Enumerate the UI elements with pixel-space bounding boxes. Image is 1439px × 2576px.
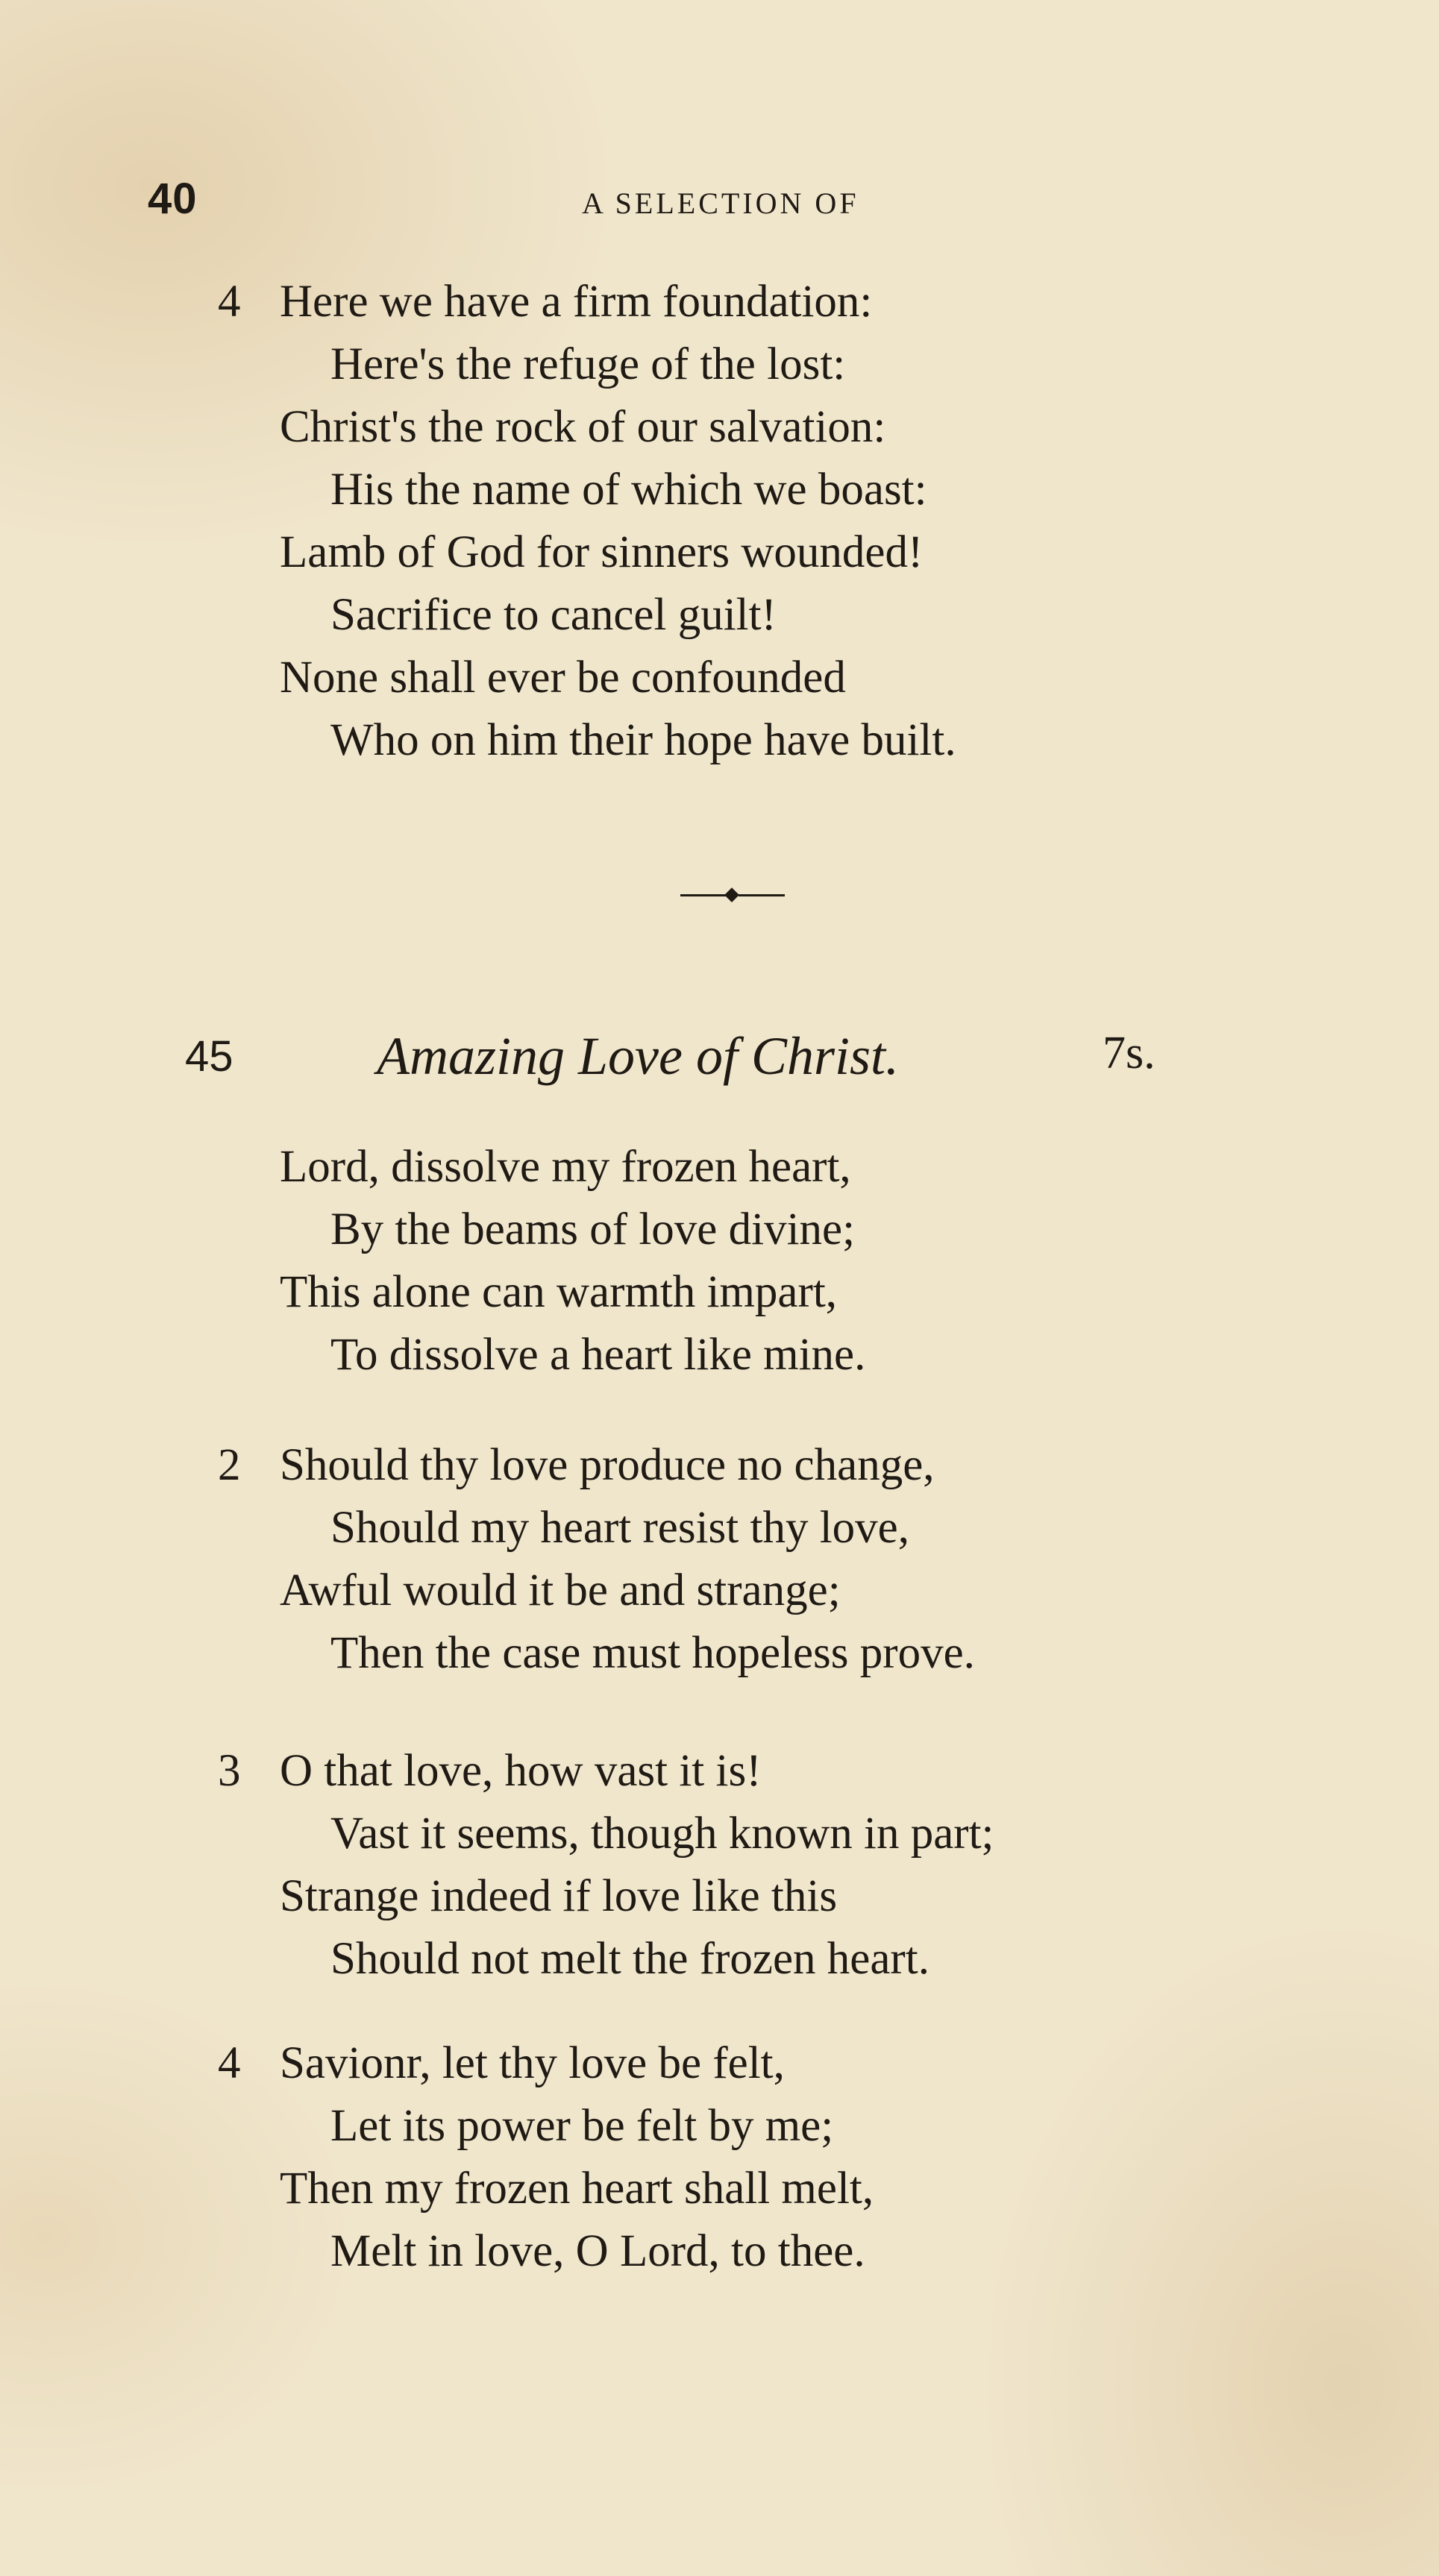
- verse-line: Who on him their hope have built.: [330, 715, 956, 765]
- verse-line: Should my heart resist thy love,: [330, 1503, 909, 1553]
- section-divider-ornament: [680, 888, 785, 902]
- verse-line: Sacrifice to cancel guilt!: [330, 590, 777, 640]
- verse-line: Vast it seems, though known in part;: [330, 1809, 994, 1859]
- verse-line: Awful would it be and strange;: [280, 1565, 841, 1615]
- verse-line: Here's the refuge of the lost:: [330, 339, 846, 389]
- verse-line: Christ's the rock of our salvation:: [280, 402, 886, 452]
- verse-line: O that love, how vast it is!: [280, 1746, 762, 1796]
- verse-line: Strange indeed if love like this: [280, 1871, 838, 1921]
- verse-line: Lord, dissolve my frozen heart,: [280, 1142, 851, 1192]
- verse-line: Melt in love, O Lord, to thee.: [330, 2226, 865, 2276]
- verse-line: Lamb of God for sinners wounded!: [280, 527, 924, 577]
- running-head: [0, 168, 1439, 227]
- page-number: 40: [148, 175, 198, 223]
- verse-line: His the name of which we boast:: [330, 465, 927, 515]
- verse-line: Let its power be felt by me;: [330, 2101, 834, 2151]
- verse-line: Savionr, let thy love be felt,: [280, 2038, 785, 2088]
- verse-line: Here we have a firm foundation:: [280, 277, 873, 327]
- verse-line: None shall ever be confounded: [280, 653, 846, 703]
- verse-line: Should thy love produce no change,: [280, 1440, 935, 1490]
- verse-line: Should not melt the frozen heart.: [330, 1934, 929, 1984]
- verse-number: 2: [218, 1440, 241, 1490]
- verse-number: 4: [218, 2038, 241, 2088]
- hymn-meter: 7s.: [1103, 1028, 1156, 1078]
- running-title: A SELECTION OF: [582, 186, 859, 220]
- hymn-number: 45: [185, 1032, 233, 1081]
- verse-number: 4: [218, 277, 241, 327]
- hymn-heading: [0, 1025, 1439, 1093]
- verse-line: This alone can warmth impart,: [280, 1267, 838, 1317]
- verse-number: 3: [218, 1746, 241, 1796]
- verse-line: To dissolve a heart like mine.: [330, 1330, 866, 1380]
- verse-line: By the beams of love divine;: [330, 1204, 856, 1254]
- verse-line: Then my frozen heart shall melt,: [280, 2164, 874, 2214]
- hymn-title: Amazing Love of Christ.: [377, 1026, 900, 1086]
- verse-line: Then the case must hopeless prove.: [330, 1628, 975, 1678]
